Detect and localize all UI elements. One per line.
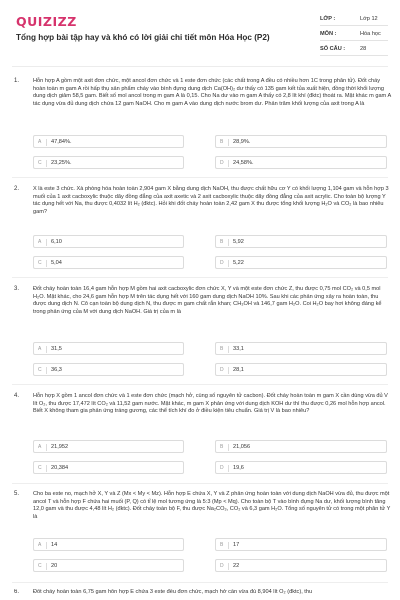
option-letter: C [38,465,47,472]
option-value: 28,1 [233,367,244,373]
option-letter: B [220,239,229,246]
option-d[interactable] [215,461,387,474]
option-value: 14 [51,542,58,548]
option-d[interactable] [215,256,387,269]
option-letter: A [38,444,47,451]
option-letter: B [220,444,229,451]
option-value: 28,9%. [233,139,251,145]
question-text: Hỗn hợp X gồm 1 ancol đơn chức và 1 este đơn chức (mạch hở, cùng số nguyên tử cacbon). Đốt cháy hoàn toàn m gam X cần dùng vừa đủ V lít O₂, thu được 17,472 lít CO₂ và 11,52 gam nước. Mặt khác, m gam X phản ứng với dung dịch KOH dư thì thu được 0,26 mol hỗn hợp ancol. Biết X không tham gia phản ứng tráng gương, các thể tích khí đo ở điều kiện tiêu chuẩn. Giá trị V là bao nhiêu? [33,393,388,415]
option-a[interactable] [33,135,184,148]
option-b[interactable] [215,538,387,551]
quizizz-logo: QUIZIZZ [16,14,77,29]
option-letter: A [38,542,47,549]
option-value: 21,056 [233,444,251,450]
option-value: 47,84%. [51,139,72,145]
question-6 [0,589,400,600]
option-value: 5,04 [51,260,62,266]
option-letter: C [38,260,47,267]
meta-value: 28 [360,46,367,52]
question-divider [12,277,388,278]
meta-label: MÔN : [320,31,337,37]
question-number: 3. [14,286,20,292]
question-text: Cho ba este no, mạch hở X, Y và Z (Mx < My < Mz). Hỗn hợp E chứa X, Y và Z phản ứng hoàn toàn với dung dịch NaOH vừa đủ, thu được một ancol T và hỗn hợp F chứa hai muối (P, Q) có tỉ lệ mol tương ứng là 5:3 (Mp < Mq). Cho toàn bộ T vào bình đựng Na dư, khối lượng bình tăng 12,0 gam và thu được 4,48 lít H₂ (đktc). Đốt cháy toàn bộ F, thu được Na₂CO₃, CO₂ và 6,3 gam H₂O. Tổng số nguyên tử có trong một phân tử Y là [33,491,391,520]
option-d[interactable] [215,559,387,572]
option-b[interactable] [215,135,387,148]
option-value: 5,22 [233,260,244,266]
option-value: 21,952 [51,444,69,450]
option-letter: C [38,367,47,374]
option-c[interactable] [33,461,184,474]
option-letter: A [38,139,47,146]
option-letter: B [220,139,229,146]
question-divider [12,177,388,178]
option-letter: C [38,160,47,167]
option-letter: D [220,160,229,167]
option-letter: D [220,367,229,374]
option-c[interactable] [33,363,184,376]
option-c[interactable] [33,156,184,169]
option-letter: B [220,542,229,549]
option-a[interactable] [33,440,184,453]
document-title: Tổng hợp bài tập hay và khó có lời giải chi tiết môn Hóa Học (P2) [16,33,270,42]
option-d[interactable] [215,363,387,376]
option-c[interactable] [33,256,184,269]
question-number: 5. [14,491,20,497]
option-value: 20,384 [51,465,69,471]
option-value: 20 [51,563,58,569]
option-letter: C [38,563,47,570]
option-value: 36,3 [51,367,62,373]
header-divider [12,66,388,67]
question-divider [12,384,388,385]
option-b[interactable] [215,342,387,355]
option-letter: A [38,346,47,353]
option-d[interactable] [215,156,387,169]
option-letter: D [220,563,229,570]
question-divider [12,483,388,484]
option-value: 23,25%. [51,160,72,166]
option-value: 31,5 [51,346,62,352]
option-value: 22 [233,563,240,569]
option-letter: A [38,239,47,246]
option-letter: B [220,346,229,353]
meta-label: LỚP : [320,16,336,22]
question-text: Đốt cháy hoàn toàn 16,4 gam hỗn hợp M gồm hai axit cacboxylic đơn chức X, Y và một este đơn chức Z, thu được 0,75 mol CO₂ và 0,5 mol H₂O. Mặt khác, cho 24,6 gam hỗn hợp M trên tác dụng hết với 160 gam dung dịch NaOH 10%. Sau khi các phản ứng xảy ra hoàn toàn, thu được dung dịch N. Cô cạn toàn bộ dung dịch N, thu được m gam chất rắn khan; CH₃OH và 146,7 gam H₂O. Coi H₂O bay hơi không đáng kể trong phản ứng của M với dung dịch NaOH. Giá trị của m là [33,286,382,315]
option-value: 19,6 [233,465,244,471]
meta-divider [320,55,388,56]
question-number: 1. [14,78,20,84]
option-b[interactable] [215,440,387,453]
meta-label: SỐ CÂU : [320,46,346,52]
option-value: 6,10 [51,239,62,245]
question-number: 6. [14,589,20,595]
question-text: Đốt cháy hoàn toàn 6,75 gam hỗn hợp E chứa 3 este đều đơn chức, mạch hở cần vừa đủ 8,904 lít O₂ (đktc), thu [33,589,313,595]
question-number: 2. [14,186,20,192]
question-number: 4. [14,393,20,399]
option-a[interactable] [33,538,184,551]
option-a[interactable] [33,342,184,355]
question-text: Hỗn hợp A gồm một axit đơn chức, một ancol đơn chức và 1 este đơn chức (các chất trong A đều có nhiều hơn 1C trong phân tử). Đốt cháy hoàn toàn m gam A rồi hấp thụ sản phẩm cháy vào bình đựng dung dịch Ca(OH)₂ dư thấy có 135 gam kết tủa xuất hiện, đồng thời khối lượng dung dịch giảm 58,5 gam. Biết số mol ancol trong m gam A là 0,15. Cho Na dư vào m gam A thấy có 2,8 lít khí (đktc) thoát ra. Mặt khác m gam A tác dụng vừa đủ dung dịch chứa 12 gam NaOH. Cho m gam A vào dung dịch nước brom dư. Phản trăm khối lượng của axit trong A là [33,78,391,107]
option-b[interactable] [215,235,387,248]
option-c[interactable] [33,559,184,572]
option-value: 17 [233,542,240,548]
option-value: 5,92 [233,239,244,245]
option-value: 24,58%. [233,160,254,166]
meta-value: Hóa học [360,31,381,37]
question-text: X là este 3 chức. Xà phòng hóa hoàn toàn 2,904 gam X bằng dung dịch NaOH, thu được chất hữu cơ Y có khối lượng 1,104 gam và hỗn hợp 3 muối của 1 axit cacboxylic thuộc dãy đồng đẳng của axit axetic và 2 axit cacboxylic thuộc dãy đồng đẳng của axit acrylic. Cho toàn bộ lượng Y tác dụng hết với Na, thu được 0,4032 lít H₂ (đktc). Hỏi khi đốt cháy hoàn toàn 2,42 gam X thu được tổng khối lượng H₂O và CO₂ là bao nhiêu gam? [33,186,389,215]
question-divider [12,582,388,583]
option-letter: D [220,260,229,267]
document-header [0,0,400,66]
meta-divider [320,40,388,41]
option-value: 33,1 [233,346,244,352]
meta-value: Lớp 12 [360,16,378,22]
option-letter: D [220,465,229,472]
option-a[interactable] [33,235,184,248]
meta-divider [320,25,388,26]
